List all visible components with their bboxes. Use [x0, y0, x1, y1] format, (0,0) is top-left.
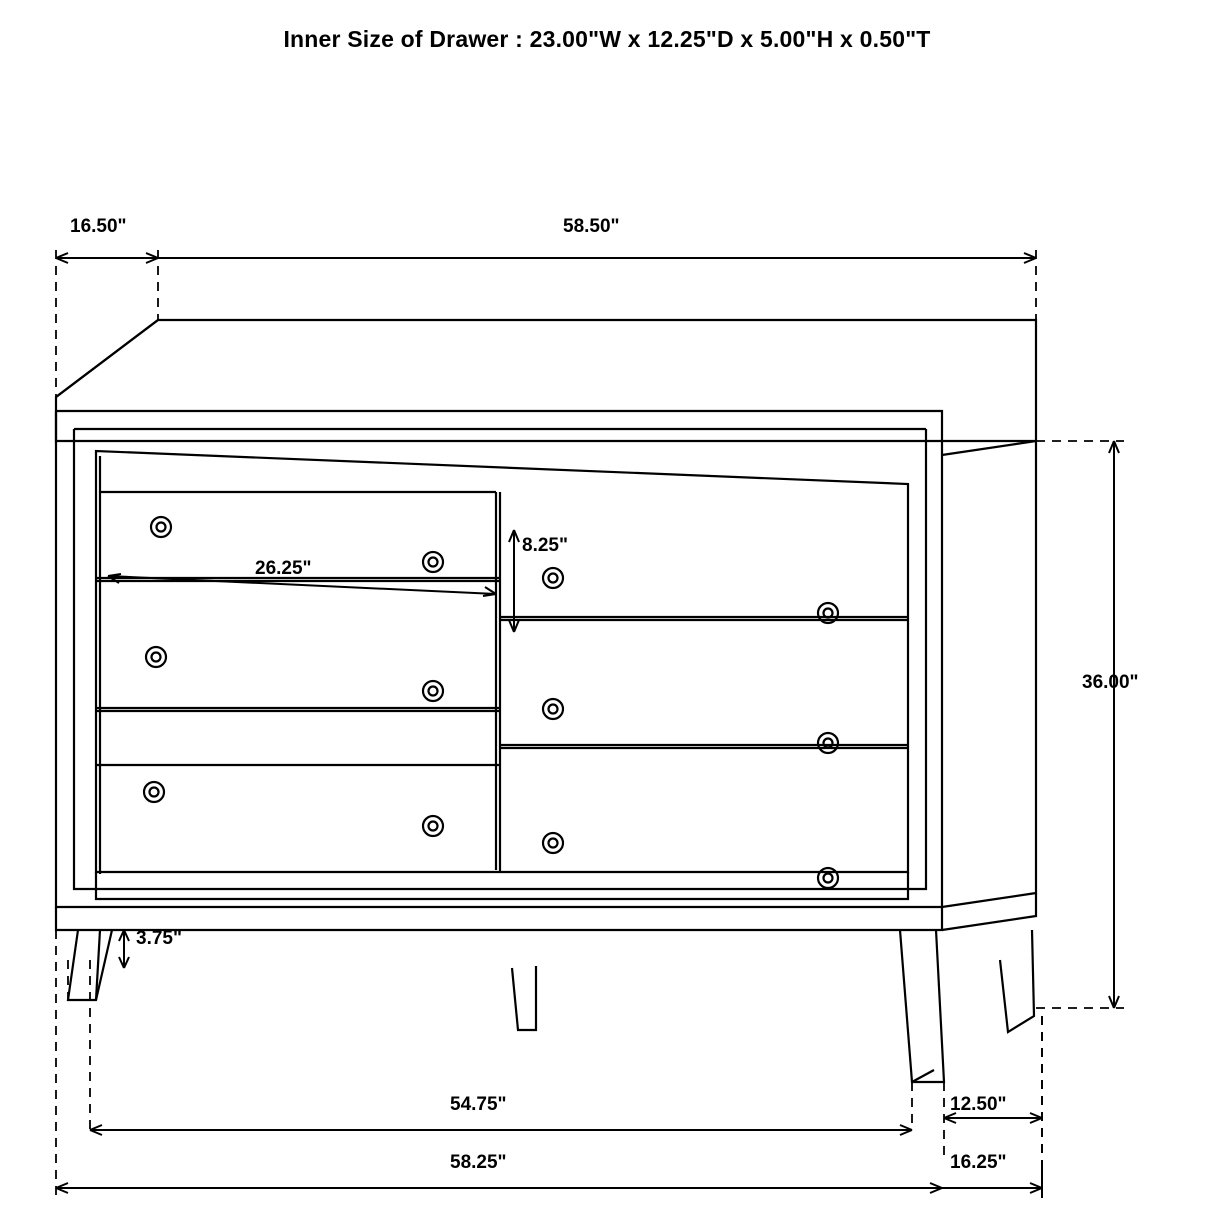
- knob-right-mid-inner: [549, 705, 558, 714]
- dresser-top: [56, 320, 1036, 441]
- front-inner-reveal: [96, 451, 908, 872]
- leg-back-right: [1000, 930, 1034, 1032]
- knob-left-bottom-right-outer: [423, 816, 443, 836]
- knob-right-bottom-right-inner: [824, 874, 833, 883]
- bottom-inner-rail: [96, 872, 908, 899]
- arrow-drawer-width-right: [483, 587, 496, 596]
- knob-left-bottom-right-inner: [429, 822, 438, 831]
- dimension-label-drawer-width: 26.25": [255, 558, 312, 579]
- dimension-label-overall-width: 58.25": [450, 1152, 507, 1173]
- knob-right-bottom-inner: [549, 839, 558, 848]
- bottom-rail: [56, 907, 942, 930]
- leg-center: [512, 966, 536, 1030]
- top-edge-thickness: [56, 411, 942, 455]
- knob-left-top-inner: [157, 523, 166, 532]
- top-left-bevel: [56, 320, 158, 397]
- dimension-label-overall-depth: 16.25": [950, 1152, 1007, 1173]
- right-side-face: [942, 441, 1036, 907]
- knob-left-mid-outer: [146, 647, 166, 667]
- dimension-label-drawer-height: 8.25": [522, 535, 568, 556]
- knob-left-mid-inner: [152, 653, 161, 662]
- leg-front-right-inner: [912, 1070, 934, 1082]
- drawer-knobs: [144, 517, 838, 888]
- dimension-label-base-depth: 12.50": [950, 1094, 1007, 1115]
- dimension-label-depth-top: 16.50": [70, 216, 127, 237]
- dimension-label-width-top: 58.50": [563, 216, 620, 237]
- dimension-label-base-width: 54.75": [450, 1094, 507, 1115]
- bottom-rail-right: [942, 893, 1036, 930]
- knob-left-bottom-inner: [150, 788, 159, 797]
- top-right-bevel: [942, 441, 1036, 455]
- leg-front-right: [900, 930, 944, 1082]
- knob-right-top-inner: [549, 574, 558, 583]
- knob-left-mid-right-inner: [429, 687, 438, 696]
- knob-left-bottom-outer: [144, 782, 164, 802]
- knob-left-top-right-outer: [423, 552, 443, 572]
- dimension-label-leg-height: 3.75": [136, 928, 182, 949]
- knob-left-top-outer: [151, 517, 171, 537]
- knob-right-mid-right-inner: [824, 739, 833, 748]
- knob-right-mid-right-outer: [818, 733, 838, 753]
- knob-right-bottom-outer: [543, 833, 563, 853]
- knob-left-top-right-inner: [429, 558, 438, 567]
- knob-right-top-outer: [543, 568, 563, 588]
- dimension-label-overall-height: 36.00": [1082, 672, 1139, 693]
- knob-left-mid-right-outer: [423, 681, 443, 701]
- page-title: Inner Size of Drawer : 23.00"W x 12.25"D x 5.00"H x 0.50"T: [283, 26, 931, 52]
- knob-right-mid-outer: [543, 699, 563, 719]
